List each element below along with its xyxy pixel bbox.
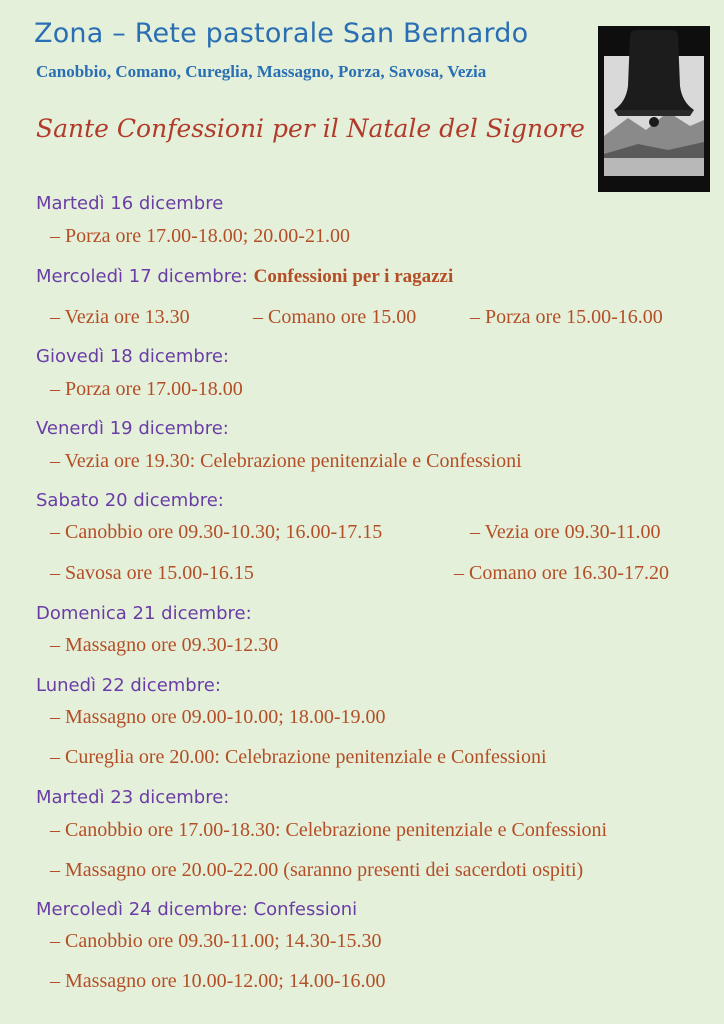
church-bell-photo — [598, 26, 710, 192]
schedule-entry: – Massagno ore 09.00-10.00; 18.00-19.00 — [50, 706, 386, 728]
schedule-entry: – Porza ore 17.00-18.00 — [50, 378, 243, 400]
schedule-entry: – Vezia ore 19.30: Celebrazione penitenziale e Confessioni — [50, 450, 522, 472]
day-heading: Lunedì 22 dicembre: — [36, 675, 221, 696]
schedule-entry: – Massagno ore 10.00-12.00; 14.00-16.00 — [50, 970, 386, 992]
day-heading: Martedì 16 dicembre — [36, 193, 224, 214]
day-heading: Giovedì 18 dicembre: — [36, 346, 229, 367]
schedule-entry: – Cureglia ore 20.00: Celebrazione penitenziale e Confessioni — [50, 746, 547, 768]
schedule-entry: – Vezia ore 09.30-11.00 — [470, 521, 661, 543]
day-heading-label: Mercoledì 17 dicembre: — [36, 266, 248, 287]
header-title: Zona – Rete pastorale San Bernardo — [34, 18, 529, 49]
schedule-entry: – Canobbio ore 09.30-11.00; 14.30-15.30 — [50, 930, 382, 952]
schedule-entry: – Porza ore 15.00-16.00 — [470, 306, 663, 328]
page-title: Sante Confessioni per il Natale del Signore — [36, 114, 585, 143]
schedule-entry: – Savosa ore 15.00-16.15 — [50, 562, 254, 584]
schedule-entry: – Canobbio ore 17.00-18.30: Celebrazione penitenziale e Confessioni — [50, 819, 608, 841]
schedule-entry: – Comano ore 15.00 — [253, 306, 417, 328]
day-heading: Venerdì 19 dicembre: — [36, 418, 229, 439]
day-heading: Domenica 21 dicembre: — [36, 603, 252, 624]
schedule-entry: – Canobbio ore 09.30-10.30; 16.00-17.15 — [50, 521, 383, 543]
day-heading — [36, 266, 453, 288]
schedule-entry: – Vezia ore 13.30 — [50, 306, 190, 328]
schedule-entry: – Massagno ore 09.30-12.30 — [50, 634, 279, 656]
schedule-entry: – Comano ore 16.30-17.20 — [454, 562, 669, 584]
schedule-entry: – Massagno ore 20.00-22.00 (saranno presenti dei sacerdoti ospiti) — [50, 859, 584, 881]
schedule-entry: – Porza ore 17.00-18.00; 20.00-21.00 — [50, 225, 350, 247]
day-heading: Martedì 23 dicembre: — [36, 787, 230, 808]
header-subtitle: Canobbio, Comano, Cureglia, Massagno, Porza, Savosa, Vezia — [36, 62, 487, 81]
day-note: Confessioni per i ragazzi — [253, 266, 454, 287]
day-heading: Sabato 20 dicembre: — [36, 490, 224, 511]
day-heading: Mercoledì 24 dicembre: Confessioni — [36, 899, 358, 920]
